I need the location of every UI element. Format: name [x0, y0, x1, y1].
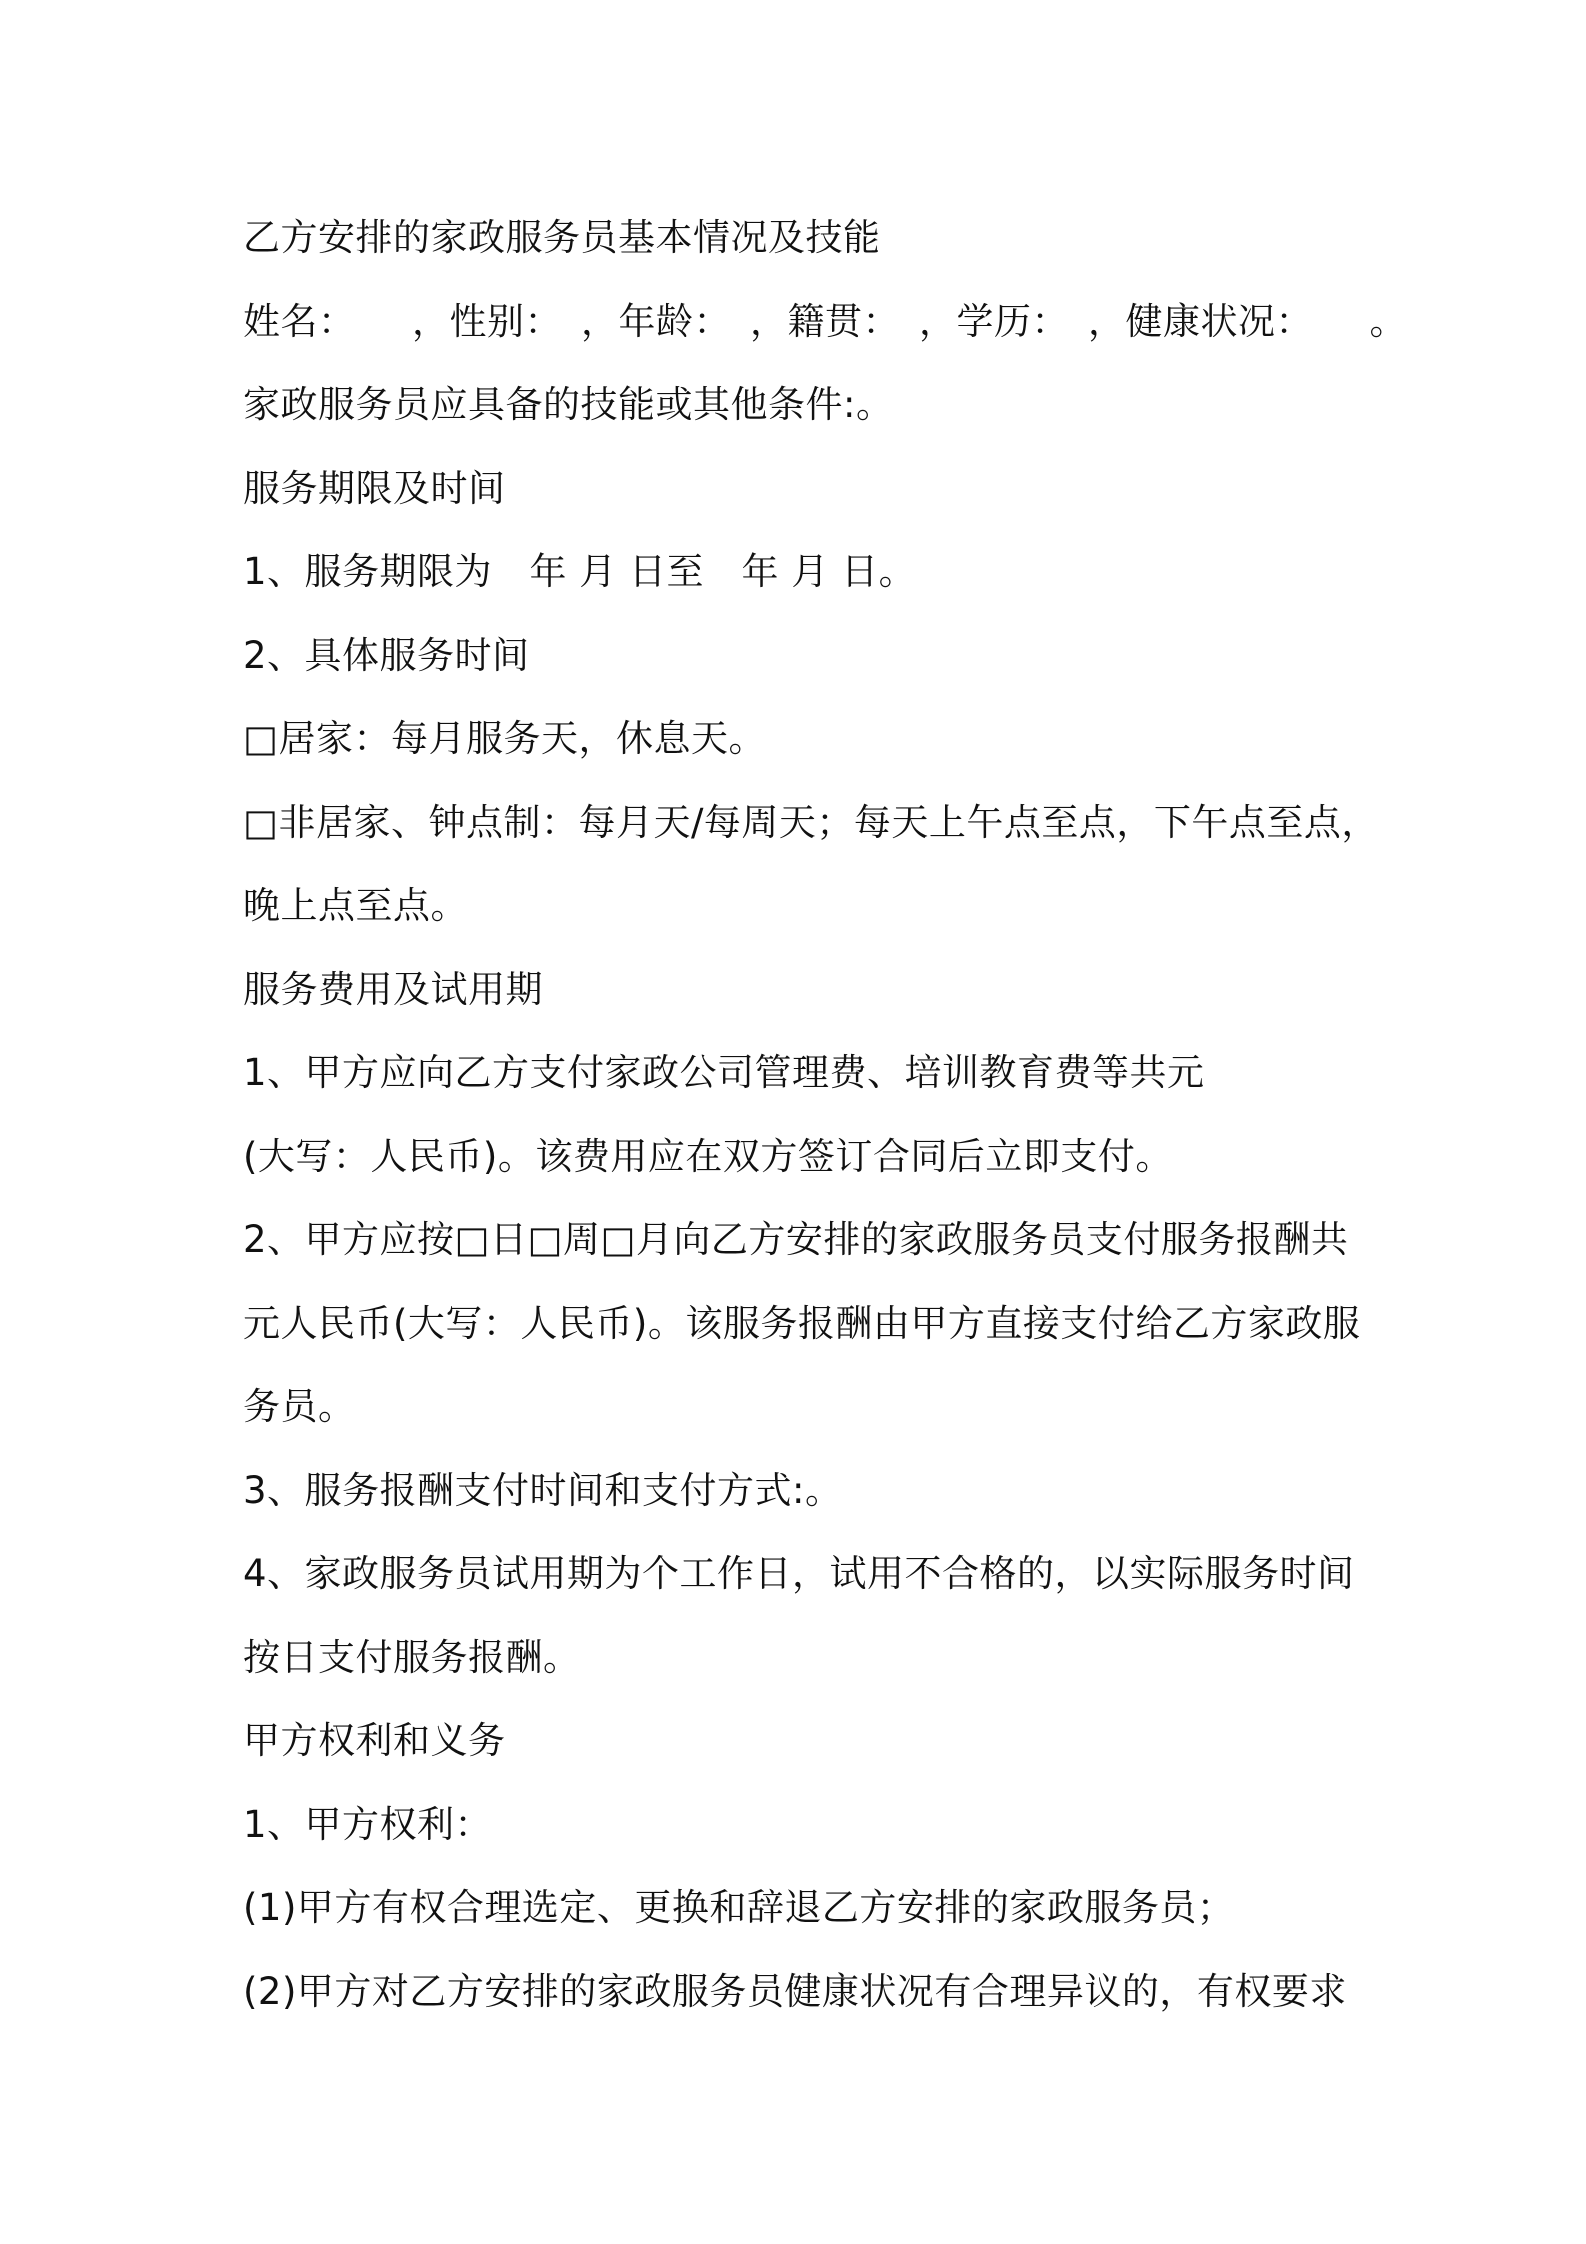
- hourly-option-continued: 晚上点至点。: [243, 884, 468, 927]
- section-heading-service-period: 服务期限及时间: [243, 466, 506, 510]
- staff-info-fields: 姓名： ，性别： ，年龄： ，籍贯： ，学历： ，健康状况： 。: [243, 299, 1407, 343]
- section-heading-fees: 服务费用及试用期: [243, 967, 543, 1011]
- fee-clause-3: 3、服务报酬支付时间和支付方式:。: [243, 1468, 843, 1512]
- staff-skills-line: 家政服务员应具备的技能或其他条件:。: [243, 383, 894, 426]
- party-a-right-2: (2)甲方对乙方安排的家政服务员健康状况有合理异议的，有权要求: [243, 1969, 1347, 2013]
- service-time-clause: 2、具体服务时间: [243, 633, 530, 677]
- fee-clause-2: 2、甲方应按□日□周□月向乙方安排的家政服务员支付服务报酬共: [243, 1218, 1349, 1261]
- fee-clause-4: 4、家政服务员试用期为个工作日，试用不合格的，以实际服务时间: [243, 1552, 1355, 1595]
- section-heading-staff-info: 乙方安排的家政服务员基本情况及技能: [243, 216, 881, 259]
- hourly-option: □非居家、钟点制：每月天/每周天；每天上午点至点，下午点至点，: [243, 800, 1379, 844]
- fee-clause-2-continued: 元人民币(大写：人民币)。该服务报酬由甲方直接支付给乙方家政服: [243, 1301, 1361, 1345]
- section-heading-party-a-rights: 甲方权利和义务: [243, 1719, 506, 1762]
- document-body: [243, 196, 1407, 2033]
- service-period-clause: 1、服务期限为 年 月 日至 年 月 日。: [243, 550, 917, 593]
- fee-clause-2-end: 务员。: [243, 1385, 356, 1428]
- party-a-right-1: (1)甲方有权合理选定、更换和辞退乙方安排的家政服务员；: [243, 1886, 1235, 1929]
- live-in-option: □居家：每月服务天，休息天。: [243, 717, 766, 760]
- fee-clause-1: 1、甲方应向乙方支付家政公司管理费、培训教育费等共元: [243, 1051, 1205, 1094]
- fee-clause-1-continued: (大写：人民币)。该费用应在双方签订合同后立即支付。: [243, 1134, 1173, 1178]
- party-a-rights-heading: 1、甲方权利：: [243, 1802, 493, 1846]
- fee-clause-4-continued: 按日支付服务报酬。: [243, 1635, 581, 1679]
